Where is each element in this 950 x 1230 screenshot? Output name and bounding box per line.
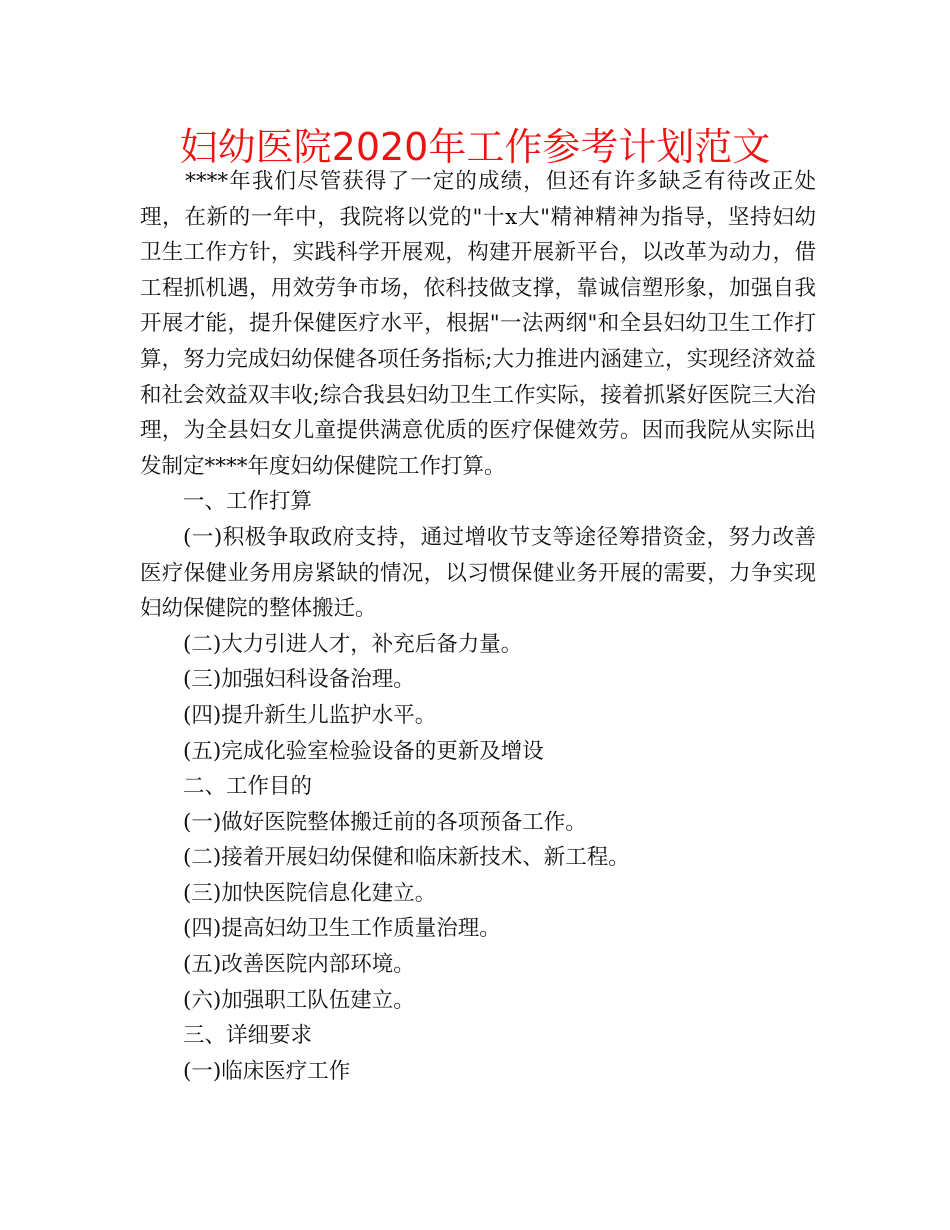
section-heading-requirements: 三、详细要求 [183, 1023, 313, 1049]
section-heading-work-plan: 一、工作打算 [183, 489, 313, 515]
plan-item-2: (二)大力引进人才，补充后备力量。 [183, 631, 523, 657]
document-title: 妇幼医院2020年工作参考计划范文 [179, 125, 771, 169]
goal-item-1: (一)做好医院整体搬迁前的各项预备工作。 [183, 809, 587, 835]
intro-paragraph: ****年我们尽管获得了一定的成绩，但还有许多缺乏有待改正处理，在新的一年中，我院将以党的"十x大"精神精神为指导，坚持妇幼卫生工作方针，实践科学开展观，构建开展新平台，以改革为动力，借工程抓机遇，用效劳争市场，依科技做支撑，靠诚信塑形象，加强自我开展才能，提升保健医疗水平，根据"一法两纲"和全县妇幼卫生工作打算，努力完成妇幼保健各项任务指标;大力推进内涵建立，实现经济效益和社会效益双丰收;综合我县妇幼卫生工作实际，接着抓紧好医院三大治理，为全县妇女儿童提供满意优质的医疗保健效劳。因而我院从实际出发制定****年度妇幼保健院工作打算。 [140, 169, 816, 479]
goal-item-2: (二)接着开展妇幼保健和临床新技术、新工程。 [183, 845, 630, 871]
goal-item-3: (三)加快医院信息化建立。 [183, 880, 437, 906]
plan-item-4: (四)提升新生儿监护水平。 [183, 702, 437, 728]
document-body [140, 164, 816, 1089]
requirement-item-1: (一)临床医疗工作 [183, 1058, 351, 1084]
plan-item-3: (三)加强妇科设备治理。 [183, 667, 415, 693]
section-heading-work-goals: 二、工作目的 [183, 774, 313, 800]
goal-item-6: (六)加强职工队伍建立。 [183, 987, 415, 1013]
goal-item-4: (四)提高妇幼卫生工作质量治理。 [183, 916, 501, 942]
plan-item-1: (一)积极争取政府支持，通过增收节支等途径筹措资金，努力改善医疗保健业务用房紧缺的情况，以习惯保健业务开展的需要，力争实现妇幼保健院的整体搬迁。 [140, 524, 816, 622]
goal-item-5: (五)改善医院内部环境。 [183, 952, 415, 978]
plan-item-5: (五)完成化验室检验设备的更新及增设 [183, 738, 544, 764]
